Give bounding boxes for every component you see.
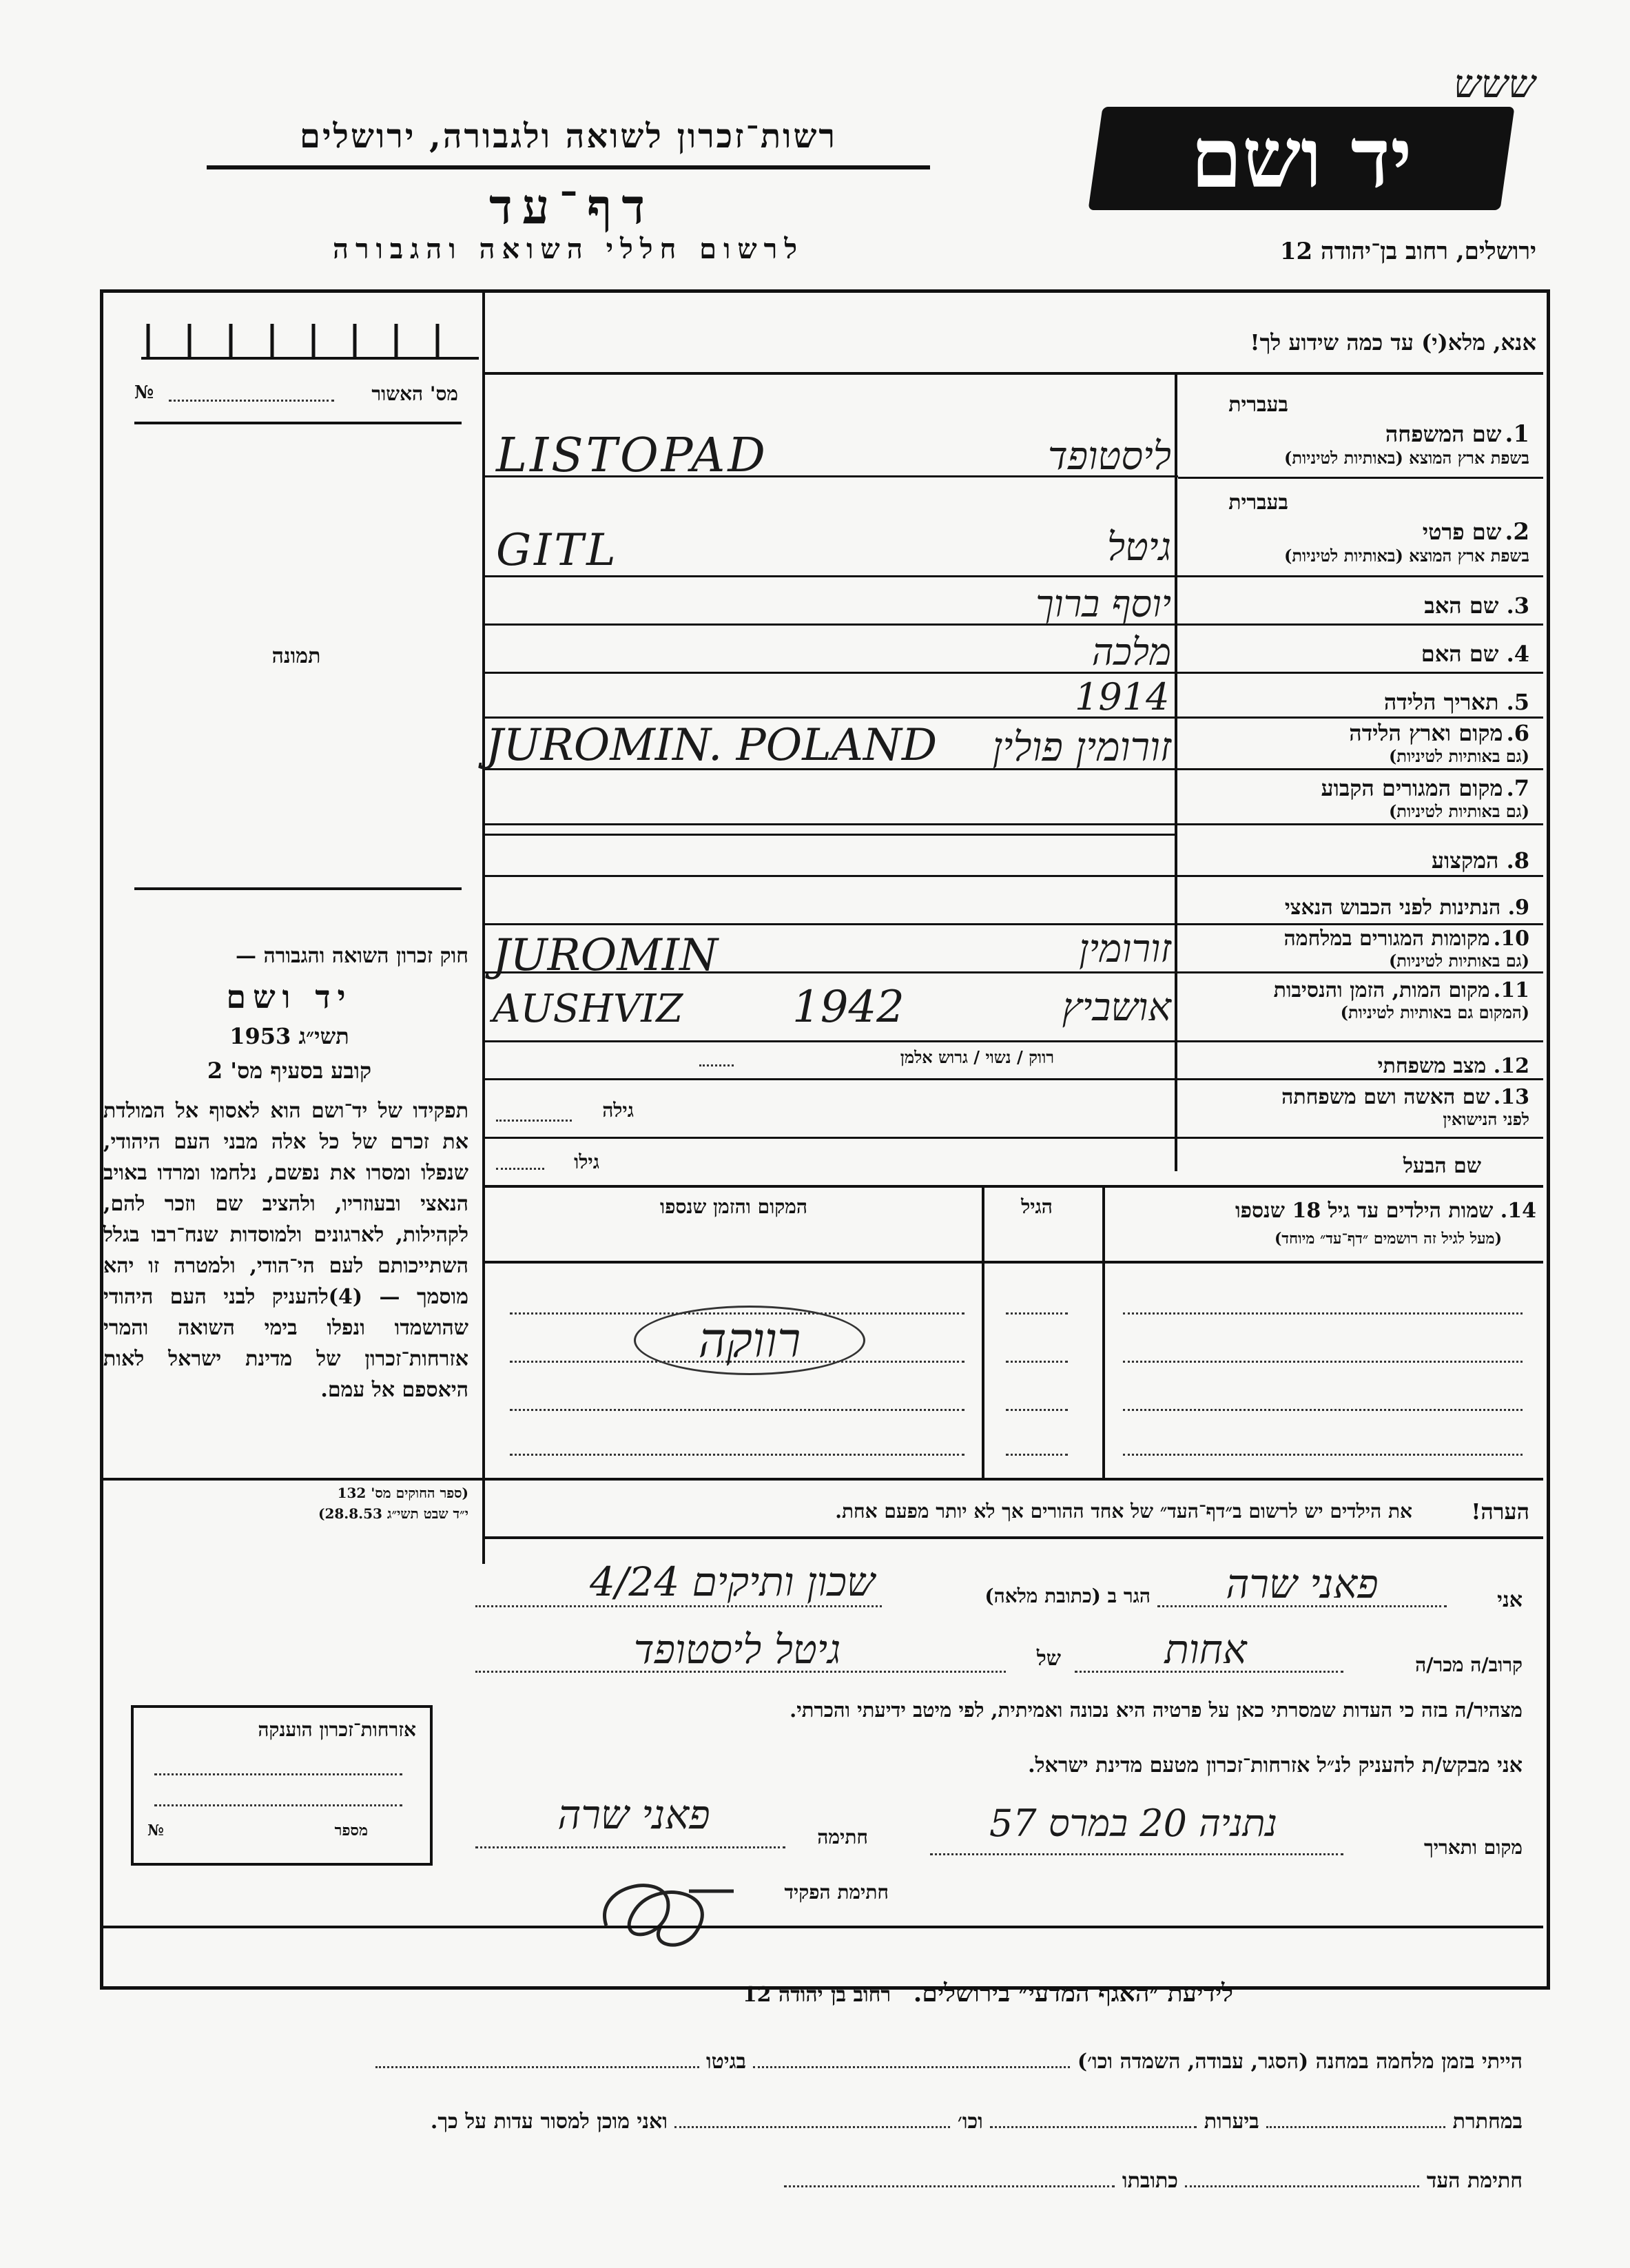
child-row-1-name xyxy=(1123,1312,1523,1315)
declarant-name: פאני שרה xyxy=(1226,1560,1379,1607)
approval-no-prefix: № xyxy=(134,382,154,403)
corner-handwriting: ששש xyxy=(1454,62,1536,107)
citizenship-no-label: מספר xyxy=(334,1822,368,1839)
citizenship-line-1 xyxy=(154,1773,402,1775)
field-label-birthdate: תאריך הלידה xyxy=(1383,689,1499,715)
org-title: רשות־זכרון לשואה ולגבורה, ירושלים xyxy=(299,117,838,156)
relative-of-value: גיטל ליסטופד xyxy=(633,1626,841,1673)
row-line-4 xyxy=(482,672,1543,674)
law-clause: קובע בסעיף מס' 2 xyxy=(207,1058,372,1084)
law-title: חוק זכרון השואה והגבורה — xyxy=(236,944,468,968)
child-row-2-name xyxy=(1123,1361,1523,1363)
approval-divider xyxy=(134,422,462,424)
row-line-7b xyxy=(482,834,1175,836)
col-age-header: הגיל xyxy=(1021,1195,1053,1218)
row-line-14 xyxy=(482,1185,1543,1188)
main-left-border xyxy=(482,289,485,1564)
field-label-11: 11. מקום המות, הזמן והנסיבות (המקום גם באותיות לטיניות) xyxy=(1273,978,1529,1022)
field-label-wife: שם האשה ושם משפחתה xyxy=(1281,1085,1490,1109)
citizenship-no-prefix: № xyxy=(147,1822,164,1839)
labels-column-border xyxy=(1175,372,1177,1171)
field-label-6: 6. מקום וארץ הלידה (גם באותיות לטיניות) xyxy=(1349,720,1529,766)
law-year: תשי״ג 1953 xyxy=(229,1023,349,1049)
citizenship-box xyxy=(131,1705,433,1866)
bottom-ghetto-label: בגיטו xyxy=(705,2050,747,2074)
field-label-5: 5. תאריך הלידה xyxy=(1383,689,1529,715)
law-text: תפקידו של יד־ושם הוא לאסוף אל המולדת את זכרם של כל אלה מבני העם היהודי, שנפלו ומסרו את נפשם, נלחמו ומרדו באויב הנאצי ובעוזריו, ולהציב שם וזכר להם, לקהילות, לארגונים ולמוסדות שנח־רבו בגלל השתייכותם לעם הי־הודי, ולמטרה זו יהא מוסמך — (4)להעניק לבני העם היהודי שהושמדו ונפלו בימי השואה והמרי אזרחות־זכרון של מדינת ישראל לאות היאספם אל עמם. xyxy=(103,1099,468,1402)
child-row-3-name xyxy=(1123,1409,1523,1411)
husband-name-label: שם הבעל xyxy=(1403,1154,1481,1178)
bottom-witness-signature-label: חתימת העד xyxy=(1426,2169,1523,2193)
declaration-i-label: אני xyxy=(1497,1588,1523,1612)
field-label-9: 9. הנתינות לפני הכבוש הנאצי xyxy=(1284,896,1529,920)
field-label-death: מקום המות, הזמן והנסיבות xyxy=(1273,978,1490,1002)
relative-label: קרוב/ה מכר/ה xyxy=(1415,1653,1523,1676)
husband-age-line xyxy=(496,1168,544,1170)
field-label-war-residence: מקומות המגורים במלחמה xyxy=(1283,927,1490,951)
hebrew-label-2: בעברית xyxy=(1228,491,1288,515)
row-line-5 xyxy=(482,717,1543,719)
field-label-firstname: שם פרטי xyxy=(1422,519,1502,545)
birth-year: 1914 xyxy=(1075,675,1170,719)
child-row-2-age xyxy=(1006,1361,1068,1363)
address-value: שכון ותיקים 4/24 xyxy=(589,1558,875,1605)
row-line-7 xyxy=(482,823,1543,825)
field-sub-surname: בשפת ארץ המוצא (באותיות לטיניות) xyxy=(1284,448,1529,468)
note-bottom-line xyxy=(482,1536,1543,1539)
field-label-8: 8. המקצוע xyxy=(1431,847,1529,874)
bottom-willing-label: ואני מוכן למסור עדות על כך. xyxy=(430,2110,668,2134)
children-count-line xyxy=(699,1064,734,1066)
approval-boxes xyxy=(134,317,479,358)
row-line-9 xyxy=(482,923,1543,925)
note-label: הערה! xyxy=(1471,1498,1529,1525)
birthplace-latin: JUROMIN. POLAND xyxy=(486,720,938,771)
child-row-3-place xyxy=(510,1409,964,1411)
relation-value: אחות xyxy=(1164,1626,1247,1673)
firstname-latin: GITL xyxy=(496,525,619,576)
officer-signature-label: חתימת הפקיד xyxy=(784,1881,889,1904)
war-residence-latin: JUROMIN xyxy=(493,930,719,981)
bottom-line-2 xyxy=(110,2110,1523,2134)
row-line-11 xyxy=(482,1040,1543,1042)
relation-line xyxy=(1075,1671,1343,1673)
bottom-title xyxy=(510,1979,1233,2008)
field-label-2 xyxy=(1185,518,1529,566)
place-date-line xyxy=(930,1853,1343,1855)
request: אני מבקש/ת להעניק לנ״ל אזרחות־זכרון מטעם מדינת ישראל. xyxy=(1028,1753,1523,1777)
death-place-latin: AUSHVIZ xyxy=(493,987,683,1031)
mother-name: מלכה xyxy=(1091,630,1171,674)
bottom-section-divider xyxy=(100,1926,1543,1928)
signature-line xyxy=(475,1846,785,1848)
signature-value: פאני שרה xyxy=(557,1791,710,1838)
photo-label: תמונה xyxy=(271,644,321,668)
bottom-camp-label: הייתי בזמן מלחמה במחנה (הסגר, עבודה, השמדה וכו׳) xyxy=(1077,2050,1523,2074)
death-year: 1942 xyxy=(792,982,905,1033)
field-label-13: 13. שם האשה ושם משפחתה לפני הנישואין xyxy=(1281,1085,1529,1129)
field-label-marital: מצב משפחתי xyxy=(1377,1054,1487,1078)
instruction-divider xyxy=(482,372,1543,375)
field-label-profession: המקצוע xyxy=(1431,847,1499,874)
yad-vashem-logo: יד ושם xyxy=(1088,107,1514,210)
death-place-heb: אושביץ xyxy=(1062,985,1171,1030)
officer-signature-stroke xyxy=(586,1864,751,1960)
field-label-4: 4. שם האם xyxy=(1421,641,1529,667)
marital-options: רווק / נשוי / גרוש אלמן xyxy=(900,1047,1054,1067)
field-label-father: שם האב xyxy=(1424,592,1499,619)
signature-label: חתימה xyxy=(817,1826,868,1848)
field-label-12: 12. מצב משפחתי xyxy=(1377,1054,1529,1078)
children-bottom-line xyxy=(100,1478,1543,1481)
row-line-8 xyxy=(482,875,1543,877)
father-name: יוסף ברוך xyxy=(1035,582,1171,626)
wife-age-line xyxy=(496,1120,572,1122)
place-date-label: מקום ותאריך xyxy=(1423,1836,1523,1859)
form-subtitle: לרשום חללי השואה והגבורה xyxy=(332,233,805,265)
field-label-mother: שם האם xyxy=(1421,641,1499,667)
child-row-4-place xyxy=(510,1454,964,1456)
hebrew-label-1: בעברית xyxy=(1228,393,1288,417)
col-place-header: המקום והזמן שנספו xyxy=(660,1195,807,1218)
bottom-line-1 xyxy=(110,2050,1523,2074)
field-label-3: 3. שם האב xyxy=(1424,592,1529,619)
instruction: אנא, מלא(י) עד כמה שידוע לך! xyxy=(1250,329,1536,355)
row-line-1b xyxy=(1178,477,1543,479)
field-num-2: 2. xyxy=(1505,518,1529,546)
child-row-4-name xyxy=(1123,1454,1523,1456)
children-title: 14. שמות הילדים עד גיל 18 שנספו xyxy=(1235,1199,1536,1223)
tick-boxes xyxy=(134,317,479,365)
children-rows xyxy=(496,1275,1529,1467)
field-label-birthplace: מקום וארץ הלידה xyxy=(1349,720,1503,746)
bottom-line-3 xyxy=(110,2169,1523,2193)
bottom-witness-address-label: כתובתו xyxy=(1122,2169,1178,2193)
resident-label: הגר ב (כתובת מלאה) xyxy=(984,1585,1151,1607)
relative-of-line xyxy=(475,1671,1006,1673)
address-line xyxy=(475,1605,882,1607)
law-ref: (ספר החוקים מס' 132 xyxy=(337,1485,468,1501)
firstname-heb: גיטל xyxy=(1106,525,1171,570)
husband-age-label: גילו xyxy=(574,1151,599,1173)
photo-divider xyxy=(134,887,462,890)
officer-signature-drawing xyxy=(586,1864,751,1960)
row-line-2 xyxy=(482,575,1543,577)
surname-latin: LISTOPAD xyxy=(496,429,768,483)
citizenship-box-title: אזרחות־זכרון הוענקה xyxy=(258,1718,416,1741)
approval-no-line xyxy=(169,400,334,402)
children-handwritten: רווקה xyxy=(634,1306,865,1375)
field-label-7: 7. מקום המגורים הקבוע (גם באותיות לטיניות) xyxy=(1321,775,1529,821)
field-label-1 xyxy=(1185,420,1529,468)
child-row-3-age xyxy=(1006,1409,1068,1411)
wife-age-label: גילה xyxy=(602,1099,634,1122)
org-title-underline xyxy=(207,165,930,169)
bottom-etc-label: וכו׳ xyxy=(957,2110,983,2134)
surname-heb: ליסטופד xyxy=(1047,434,1171,479)
bottom-underground-label: במחתרת xyxy=(1452,2110,1523,2134)
of-label: של xyxy=(1036,1647,1061,1671)
bottom-address: רחוב בן־יהודה 12 xyxy=(742,1983,891,2007)
field-label-nationality: הנתינות לפני הכבוש הנאצי xyxy=(1284,896,1501,920)
statement: מצהיר/ה בזה כי העדות שמסרתי כאן על פרטיה היא נכונה ואמיתית, לפי מיטב ידיעתי והכרתי. xyxy=(790,1698,1523,1722)
child-row-4-age xyxy=(1006,1454,1068,1456)
row-line-12 xyxy=(482,1078,1543,1080)
law-name: יד ושם xyxy=(226,978,353,1016)
war-residence-heb: זורומין xyxy=(1079,927,1171,971)
form-title: דף־עד xyxy=(488,178,654,235)
law-ref-date: י״ד שבט תשי״ג 28.8.53) xyxy=(318,1505,468,1522)
approval-no-label: מס' האשור xyxy=(371,382,458,405)
field-sub-firstname: בשפת ארץ המוצא (באותיות לטיניות) xyxy=(1284,546,1529,566)
birthplace-heb: זורומין פולין xyxy=(992,723,1171,770)
children-header-line xyxy=(482,1261,1543,1264)
field-label-surname: שם המשפחה xyxy=(1385,421,1502,447)
citizenship-line-2 xyxy=(154,1804,402,1806)
child-row-1-age xyxy=(1006,1312,1068,1315)
header-address: ירושלים, רחוב בן־יהודה 12 xyxy=(1279,238,1536,265)
field-num-1: 1. xyxy=(1505,420,1529,448)
field-label-residence: מקום המגורים הקבוע xyxy=(1321,775,1503,801)
bottom-title-text: לידיעת ״האגף המדעי״ בירושלים. xyxy=(913,1979,1233,2008)
children-subtitle: (מעל לגיל זה רושמים ״דף־עד״ מיוחד) xyxy=(1274,1230,1502,1248)
place-date-value: נתניה 20 במרס 57 xyxy=(989,1802,1278,1845)
row-line-13 xyxy=(482,1137,1543,1139)
field-label-10: 10. מקומות המגורים במלחמה (גם באותיות לטיניות) xyxy=(1283,927,1529,971)
bottom-forests-label: ביערות xyxy=(1204,2110,1259,2134)
note-text: את הילדים יש לרשום ב״דף־העד״ של אחד ההורים אך לא יותר מפעם אחת. xyxy=(835,1500,1412,1523)
declarant-name-line xyxy=(1157,1605,1447,1607)
